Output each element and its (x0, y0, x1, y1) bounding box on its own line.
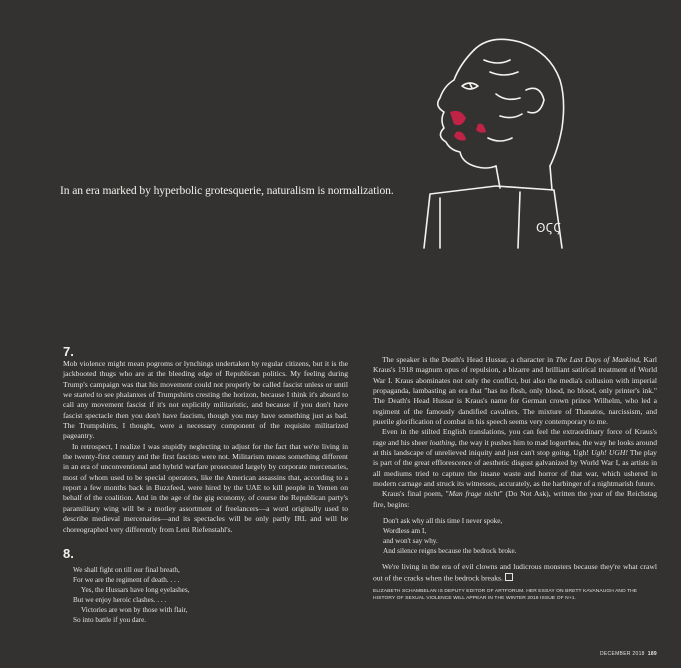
poem-line: Don't ask why all this time I never spoke, (383, 517, 503, 526)
verse-line: So into battle if you dare. (73, 615, 147, 624)
section-7-paragraph-2: In retrospect, I realize I was stupidly neglecting to adjust for the fact that we're living in the twenty-first century and the first fascists were not. Militarism means something different in an era of unconventional and hybrid warfare prosecuted largely by corporate mercenaries, most of whom used to be special operators, like the American assassins that, according to a report a few months back in Buzzfeed, were hired by the UAE to kill people in Yemen on behalf of the coalition. And in the age of the gig economy, of course the Republican party's paramilitary wing will be a motley assortment of freelancers—a word originally used to describe medieval mercenaries—and its spectacles will be only partly IRL and will be choreographed very differently from Leni Riefenstahl's. (63, 441, 348, 534)
poem-title: Man frage nicht (448, 489, 500, 499)
verse-line: For we are the regiment of death. . . . (73, 575, 180, 584)
head-outline (474, 39, 564, 166)
section-7-paragraph-1: Mob violence might mean pogroms or lynchings undertaken by regular citizens, but it is the jackbooted thugs who are at the bleeding edge of Republican politics. My feeling during Trump's campaign was that his movement could not properly be called fascist unless or until we started to see phalanxes of Trumpshirts cresting the horizon, because I think it's absurd to call any movement fascist if it's not explicitly militaristic, and because if you don't have fascist spectacle then you don't have fascism, though you may have something just as bad. The Trumpshirts, I thought, were a necessary component of the requisite militarized pageantry. (63, 359, 348, 441)
section-number-8: 8. (63, 545, 74, 561)
wrinkle-lines (484, 60, 522, 141)
hussar-illustration (400, 20, 580, 250)
closing-paragraph: We're living in the era of evil clowns and ludicrous monsters because they're what crawl out of the cracks when the bedrock breaks. (373, 562, 657, 582)
verse-line: Yes, the Hussars have long eyelashes, (81, 585, 190, 594)
pull-quote: In an era marked by hyperbolic grotesquerie, naturalism is normalization. (60, 184, 394, 197)
kraus-poem (383, 516, 657, 556)
left-column (63, 345, 348, 625)
hussar-verse (73, 565, 348, 625)
page-number: 189 (647, 651, 657, 657)
issue-date: DECEMBER 2018 (600, 651, 645, 657)
collar-insignia: ʘϚϚ (536, 221, 562, 235)
eye-detail (462, 83, 478, 89)
red-cheek-mark (450, 111, 486, 141)
verse-line: But we enjoy heroic clashes. . . . (73, 595, 167, 604)
section-number-7: 7. (63, 344, 74, 359)
poem-line: and won't say why. (383, 537, 438, 546)
right-paragraph-2: Even in the stilted English translations, you can feel the extraordinary force of Kraus's rage and his sheer loathing, the way it pushes him to mad logorrhea, the way he looks around at this landscape of unrelieved iniquity and just can't stop going, Ugh! Ugh! UGH! The play is part of the great efflorescence of aesthetic disgust galvanized by World War I, as artists in all mediums tried to capture the insane waste and horror of that war, which ushered in modern carnage and struck its witnesses, accurately, as the harbinger of a nightmarish future. (373, 427, 657, 489)
end-mark-icon (505, 573, 513, 581)
play-title: The Last Days of Mankind (555, 355, 639, 364)
face-profile (438, 50, 496, 168)
poem-line: And silence reigns because the bedrock broke. (383, 547, 517, 556)
right-paragraph-1: The speaker is the Death's Head Hussar, a character in The Last Days of Mankind, Karl Kraus's 1918 magnum opus of repulsion, a bizarre and brilliant satirical treatment of World War I. Kraus abominates not only the conflict, but also the media's collusion with imperial propaganda, lambasting an era that "has no flesh, only blood, no blood, only printer's ink." The Death's Head Hussar is Kraus's name for German crown prince Wilhelm, who led a regiment of the famously dandified cavaliers. The mixture of Thanatos, narcissism, and puerile glorification of combat in his speech seems very contemporary to me. (373, 355, 657, 427)
right-column (373, 355, 657, 602)
page-folio (600, 651, 657, 657)
poem-line: Wordless am I, (383, 527, 427, 536)
collar-outline (424, 186, 562, 248)
right-paragraph-3: Kraus's final poem, "Man frage nicht" (Do Not Ask), written the year of the Reichstag fire, begins: (373, 489, 658, 509)
verse-line: Victories are won by those with flair, (81, 605, 188, 614)
author-bio: ELIZABETH SCHAMBELAN IS DEPUTY EDITOR OF ARTFORUM. HER ESSAY ON BRETT KAVANAUGH AND THE HISTORY OF SEXUAL VIOLENCE WILL APPEAR IN THE WINTER 2019 ISSUE OF N+1. (373, 589, 638, 602)
ear-detail (526, 88, 544, 112)
verse-line: We shall fight on till our final breath, (73, 565, 180, 574)
